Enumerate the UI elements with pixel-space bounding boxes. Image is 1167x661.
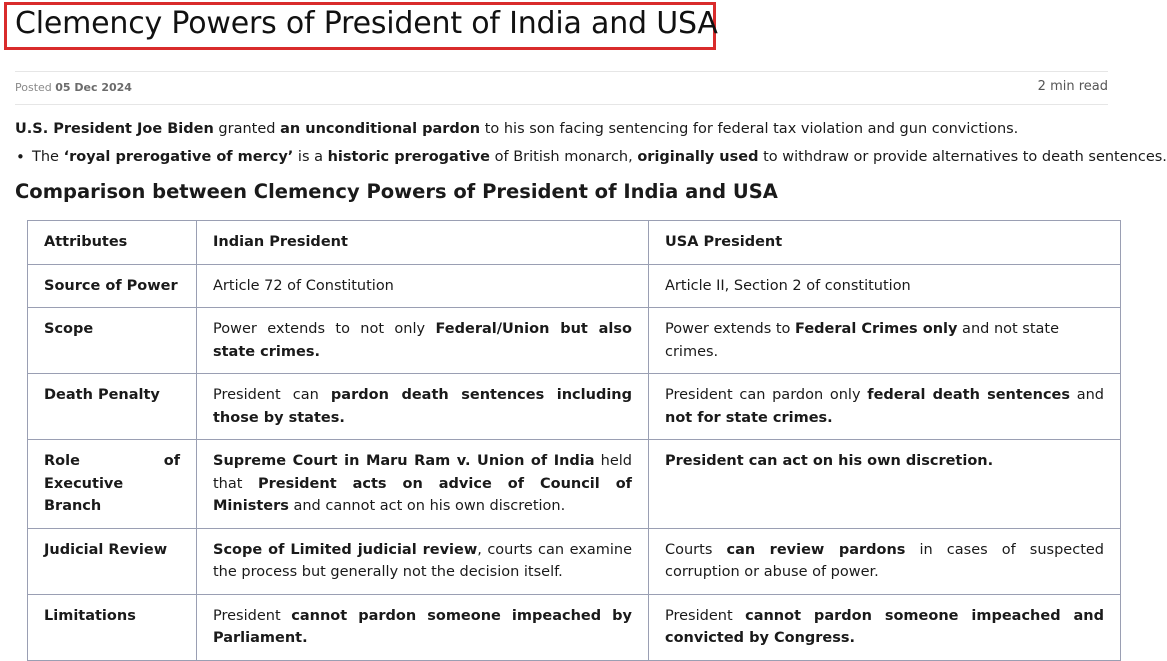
cell-text: President can pardon only	[665, 387, 868, 403]
table-cell	[649, 308, 1121, 374]
attribute-cell: Limitations	[28, 594, 197, 660]
section-heading: Comparison between Clemency Powers of President of India and USA	[15, 180, 778, 203]
cell-text-bold: cannot pardon someone impeached by Parliament.	[213, 607, 632, 646]
table-cell	[649, 594, 1121, 660]
table-cell	[197, 308, 649, 374]
intro-text: granted	[213, 121, 281, 137]
bullet-list	[15, 149, 1167, 165]
bullet-text-bold: ‘royal prerogative of mercy’	[63, 149, 294, 165]
table-row	[28, 594, 1121, 660]
article-meta-bar	[15, 71, 1108, 105]
intro-text: to his son facing sentencing for federal tax violation and gun convictions.	[480, 121, 1019, 137]
table-cell: Article II, Section 2 of constitution	[649, 264, 1121, 308]
intro-text-bold: U.S. President Joe Biden	[15, 121, 214, 137]
posted-info	[15, 81, 132, 94]
cell-text-bold: Federal Crimes only	[795, 321, 958, 337]
bullet-text: of British monarch,	[490, 149, 638, 165]
cell-text-bold: Scope of Limited judicial review	[213, 541, 478, 558]
cell-text: and	[1070, 387, 1105, 403]
bullet-item	[15, 149, 1167, 165]
posted-label: Posted	[15, 81, 52, 94]
table-cell	[197, 440, 649, 529]
bullet-text-bold: originally used	[637, 149, 759, 165]
cell-text-bold: Federal/Union but also state crimes.	[213, 321, 632, 360]
bullet-text-bold: historic prerogative	[327, 149, 491, 165]
page-title: Clemency Powers of President of India and USA	[15, 6, 718, 41]
cell-text: President can	[213, 387, 331, 403]
table-cell	[197, 528, 649, 594]
table-cell	[649, 374, 1121, 440]
cell-text-bold: cannot pardon someone impeached and convicted by Congress.	[665, 607, 1104, 646]
attribute-cell: Scope	[28, 308, 197, 374]
cell-text: and cannot act on his own discretion.	[288, 498, 566, 514]
cell-text: , courts can examine the process but generally not the decision itself.	[213, 541, 632, 580]
table-cell	[649, 528, 1121, 594]
posted-date: 05 Dec 2024	[55, 81, 132, 94]
cell-text: Power extends to not only	[213, 321, 436, 337]
cell-text: in cases of suspected corruption or abuse of power.	[665, 541, 1105, 580]
attribute-cell: Source of Power	[28, 264, 197, 308]
cell-text: Courts	[665, 541, 727, 558]
table-cell	[197, 594, 649, 660]
header-cell: Indian President	[197, 221, 649, 265]
cell-text: President	[213, 607, 292, 624]
attribute-cell: Death Penalty	[28, 374, 197, 440]
table-header-row	[28, 221, 1121, 265]
cell-text: President	[665, 607, 746, 624]
table-row	[28, 308, 1121, 374]
cell-text-bold: President acts on advice of Council of Ministers	[213, 475, 632, 514]
cell-text-bold: Supreme Court in Maru Ram v. Union of India	[213, 453, 595, 469]
comparison-table	[27, 220, 1121, 661]
table-cell	[649, 440, 1121, 529]
header-cell: Attributes	[28, 221, 197, 265]
cell-text-bold: not for state crimes.	[665, 409, 833, 426]
read-time: 2 min read	[1037, 79, 1108, 94]
table-row	[28, 374, 1121, 440]
attribute-cell: Judicial Review	[28, 528, 197, 594]
header-cell: USA President	[649, 221, 1121, 265]
table-cell	[197, 374, 649, 440]
cell-text: held that	[213, 453, 633, 492]
bullet-text: is a	[293, 149, 328, 165]
table-row	[28, 440, 1121, 529]
bullet-text: The	[32, 149, 64, 165]
intro-paragraph	[15, 121, 1018, 137]
intro-text-bold: an unconditional pardon	[280, 121, 481, 137]
table-cell: Article 72 of Constitution	[197, 264, 649, 308]
cell-text-bold: can review pardons	[726, 541, 906, 558]
cell-text-bold: pardon death sentences including those by states.	[213, 387, 632, 426]
table-row	[28, 264, 1121, 308]
cell-text-bold: President can act on his own discretion.	[665, 453, 994, 469]
cell-text-bold: federal death sentences	[867, 387, 1071, 403]
bullet-text: to withdraw or provide alternatives to death sentences.	[758, 149, 1167, 165]
attribute-cell: Role of Executive Branch	[28, 440, 197, 529]
cell-text: Power extends to	[665, 321, 796, 337]
table-row	[28, 528, 1121, 594]
cell-text: and not state crimes.	[665, 321, 1060, 360]
